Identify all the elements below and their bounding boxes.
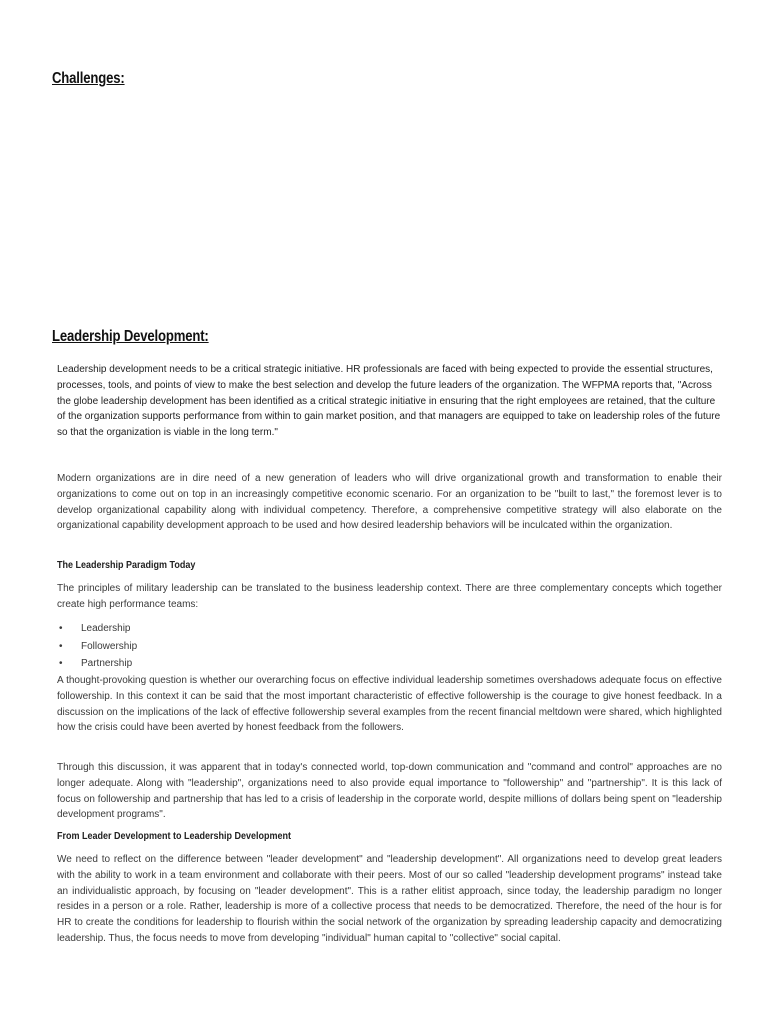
paragraph-followership: A thought-provoking question is whether our overarching focus on effective individual leadership sometimes overshadows adequate focus on effective followership. In this context it can be said that the most important characteristic of effective followership is the courage to give honest feedback. In a discussion on the implications of the lack of effective followership several examples from the recent financial meltdown were shared, which highlighted how the crisis could have been averted by honest feedback from the followers. bbox=[57, 675, 722, 734]
bullet-icon: • bbox=[59, 640, 63, 652]
paragraph-principles: The principles of military leadership can be translated to the business leadership context. There are three complementary concepts which together create high performance teams: bbox=[57, 583, 722, 610]
concepts-list bbox=[57, 620, 137, 673]
bullet-icon: • bbox=[59, 623, 63, 634]
list-item bbox=[57, 655, 137, 673]
paragraph-modern-organizations: Modern organizations are in dire need of a new generation of leaders who will drive organizational growth and transformation to enable their organizations to come out on top in an increasingly competitive economic scenario. For an organization to be "built to last," the foremost lever is to develop organizational capability along with individual competency. Therefore, a comprehensive competitive strategy will also elaborate on the organizational capability development approach to be used and how desired leadership behaviors will be inculcated within the organization. bbox=[57, 473, 722, 532]
bullet-icon: • bbox=[59, 658, 63, 669]
list-item-label: Partnership bbox=[81, 658, 133, 669]
heading-challenges: Challenges: bbox=[52, 70, 125, 87]
paragraph-connected-world: Through this discussion, it was apparent that in today's connected world, top-down communication and "command and control" approaches are no longer adequate. Along with "leadership", organizations need to also provide equal importance to "followership" and "partnership". It is this lack of focus on followership and partnership that has led to a crisis of leadership in the corporate world, despite millions of dollars being spent on "leadership development programs". bbox=[57, 762, 722, 821]
subheading-paradigm: The Leadership Paradigm Today bbox=[57, 560, 196, 571]
list-item bbox=[57, 638, 137, 656]
paragraph-intro: Leadership development needs to be a critical strategic initiative. HR professionals are faced with being expected to provide the essential structures, processes, tools, and points of view to make the best selection and develop the future leaders of the organization. The WFPMA reports that, "Across the globe leadership development has been identified as a critical strategic initiative in ensuring that the right employees are retained, that the culture of the organization supports performance from within to gain market position, and that managers are equipped to take on leadership roles of the future so that the organization is viable in the long term." bbox=[57, 364, 721, 439]
heading-leadership-development: Leadership Development: bbox=[52, 328, 209, 345]
subheading-leader-to-leadership: From Leader Development to Leadership Development bbox=[57, 831, 292, 842]
paragraph-reflect: We need to reflect on the difference between "leader development" and "leadership development". All organizations need to develop great leaders with the ability to work in a team environment and collaborate with their peers. Most of our so called "leadership development programs" instead take an individualistic approach, by focusing on "leader development". This is a rather elitist approach, since today, the leadership paradigm no longer resides in a person or a role. Rather, leadership is more of a collective process that needs to be democratized. Therefore, the need of the hour is for HR to create the conditions for leadership to flourish within the social network of the organization by spreading leadership capacity and democratizing leadership. Thus, the focus needs to move from developing "individual" human capital to "collective" social capital. bbox=[57, 854, 722, 944]
list-item-label: Followership bbox=[81, 640, 138, 652]
list-item-label: Leadership bbox=[81, 623, 131, 634]
list-item bbox=[57, 620, 137, 638]
